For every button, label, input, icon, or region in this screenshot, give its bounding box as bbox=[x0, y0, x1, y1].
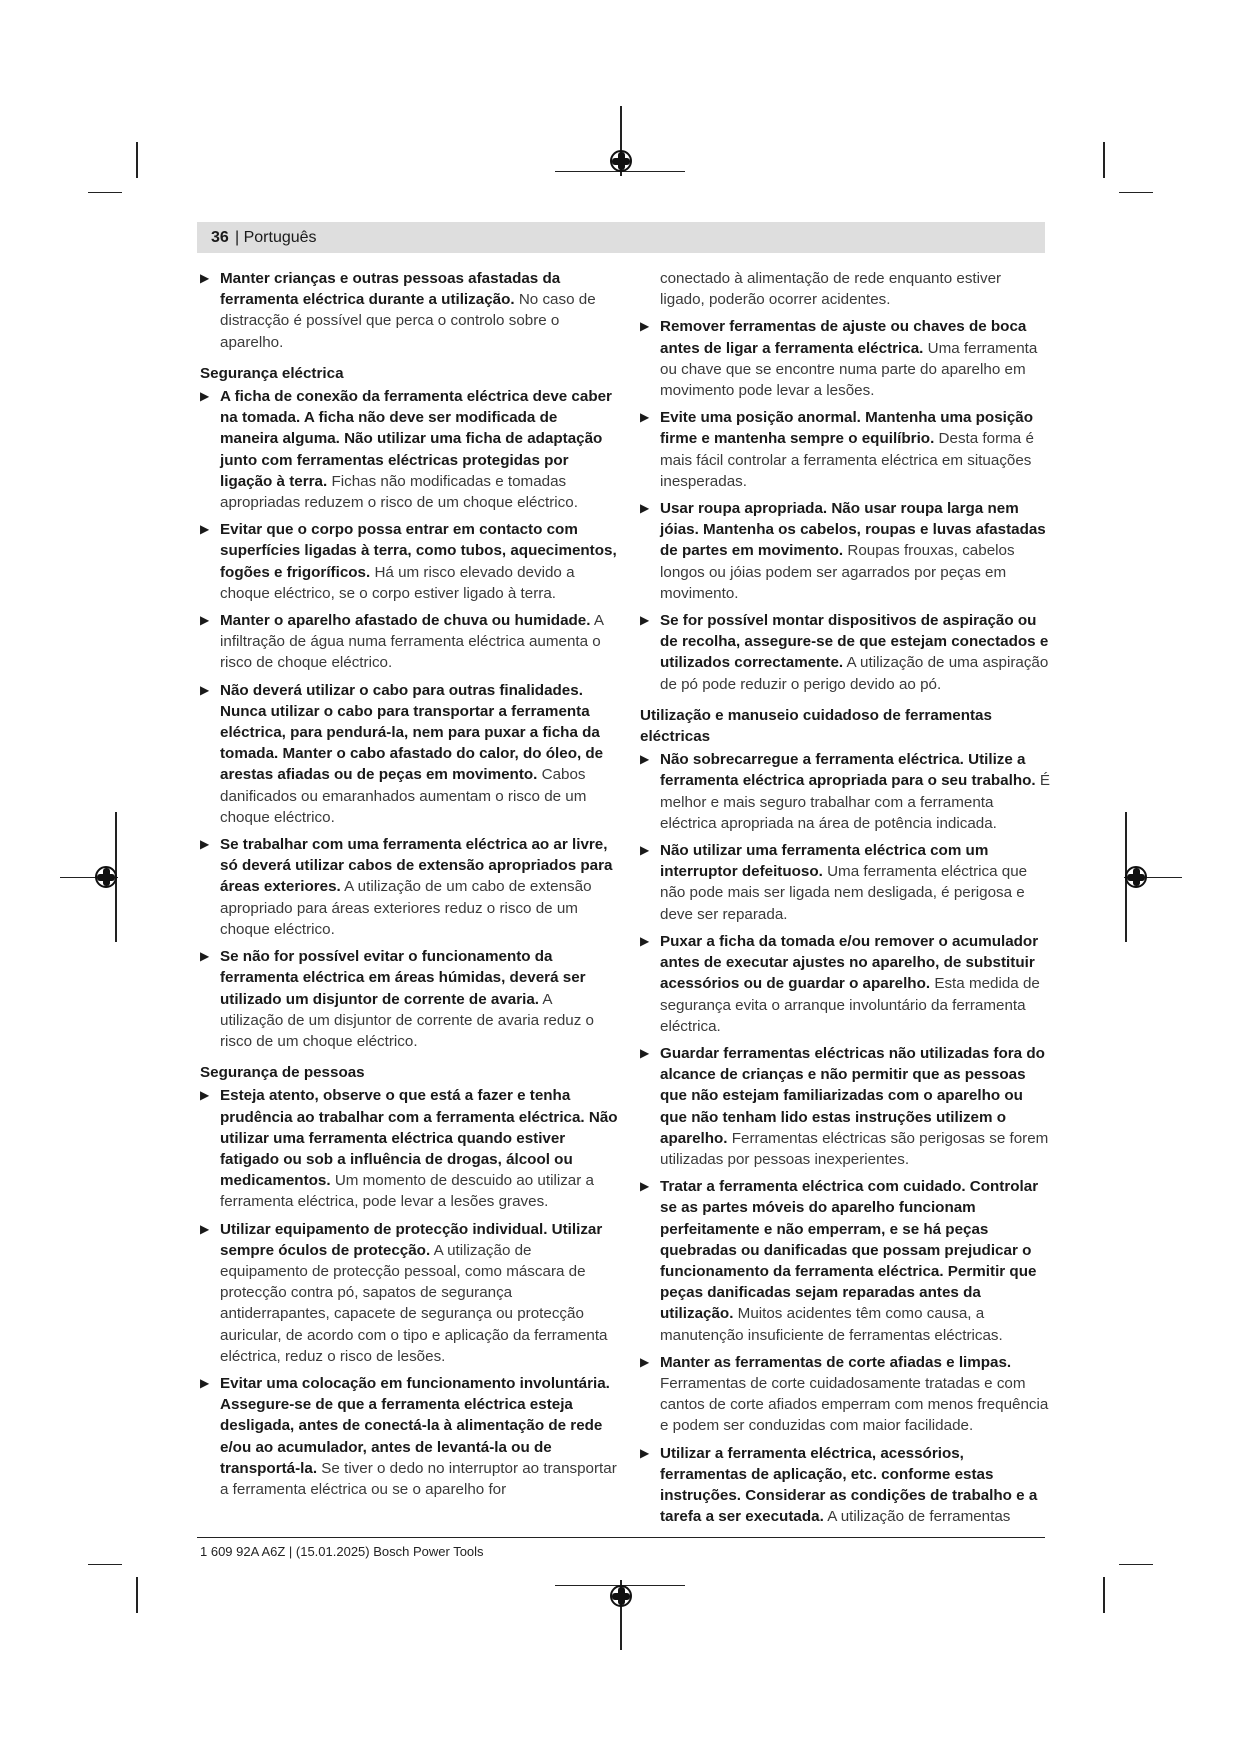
footer-divider bbox=[197, 1537, 1045, 1538]
page-number: 36 bbox=[211, 229, 229, 246]
list-item: ▶ Não deverá utilizar o cabo para outras finalidades. Nunca utilizar o cabo para transportar a ferramenta eléctrica, para pendurá-la, nem para puxar a ficha da tomada. Manter o cabo afastado do calor, do óleo, de arestas afiadas ou de peças em movimento. Cabos danificados ou emaranhados aumentam o risco de um choque eléctrico. bbox=[200, 681, 604, 826]
section-heading: Utilização e manuseio cuidadoso de ferramentas eléctricas bbox=[640, 706, 992, 746]
list-item: ▶ Se for possível montar dispositivos de aspiração ou de recolha, assegure-se de que estejam conectados e utilizados correctamente. A utilização de uma aspiração de pó pode reduzir o perigo devido ao pó. bbox=[640, 612, 1049, 693]
right-column bbox=[640, 268, 1050, 1533]
crop-mark bbox=[136, 142, 138, 178]
list-item: ▶ Evitar uma colocação em funcionamento involuntária. Assegure-se de que a ferramenta eléctrica esteja desligada, antes de conectá-la à alimentação de rede e/ou ao acumulador, antes de levantá-la ou de transportá-la. Se tiver o dedo no interruptor ao transportar a ferramenta eléctrica ou se o aparelho for bbox=[200, 1374, 617, 1498]
crop-mark bbox=[136, 1577, 138, 1613]
bullet-arrow-icon: ▶ bbox=[640, 613, 650, 628]
bullet-arrow-icon: ▶ bbox=[640, 933, 650, 948]
list-item: ▶ Evite uma posição anormal. Mantenha uma posição firme e mantenha sempre o equilíbrio. Desta forma é mais fácil controlar a ferramenta eléctrica em situações inesperadas. bbox=[640, 409, 1034, 490]
list-item: ▶ Manter as ferramentas de corte afiadas e limpas. Ferramentas de corte cuidadosamente tratadas e com cantos de corte afiados emperram com menos frequência e podem ser conduzidas com maior facilidade. bbox=[640, 1353, 1049, 1435]
crop-mark bbox=[1119, 1564, 1153, 1565]
list-item: ▶ Utilizar equipamento de protecção individual. Utilizar sempre óculos de protecção. A utilização de equipamento de protecção pessoal, como máscara de protecção contra pó, sapatos de segurança antiderrapantes, capacete de segurança ou protecção auricular, de acordo com o tipo e aplicação da ferramenta eléctrica, reduz o risco de lesões. bbox=[200, 1220, 608, 1365]
list-item: ▶ Utilizar a ferramenta eléctrica, acessórios, ferramentas de aplicação, etc. conforme estas instruções. Considerar as condições de trabalho e a tarefa a ser executada. A utilização de ferramentas bbox=[640, 1444, 1038, 1526]
crop-mark bbox=[88, 1564, 122, 1565]
registration-mark-icon bbox=[95, 866, 117, 888]
list-item: ▶ Remover ferramentas de ajuste ou chaves de boca antes de ligar a ferramenta eléctrica. Uma ferramenta ou chave que se encontre numa parte do aparelho em movimento pode levar a lesões. bbox=[640, 318, 1038, 400]
bullet-arrow-icon: ▶ bbox=[640, 1045, 650, 1060]
crop-mark bbox=[1103, 1577, 1105, 1613]
bullet-arrow-icon: ▶ bbox=[200, 522, 210, 537]
bullet-arrow-icon: ▶ bbox=[640, 319, 650, 334]
list-item: ▶ Não sobrecarregue a ferramenta eléctrica. Utilize a ferramenta eléctrica apropriada para o seu trabalho. É melhor e mais seguro trabalhar com a ferramenta eléctrica apropriada na área de potência indicada. bbox=[640, 751, 1050, 832]
list-item: ▶ Manter o aparelho afastado de chuva ou humidade. A infiltração de água numa ferramenta eléctrica aumenta o risco de choque eléctrico. bbox=[200, 612, 604, 672]
left-column bbox=[200, 268, 618, 1506]
bullet-arrow-icon: ▶ bbox=[640, 1179, 650, 1194]
bullet-arrow-icon: ▶ bbox=[200, 1375, 210, 1390]
language-label: Português bbox=[243, 229, 317, 246]
list-item: ▶ Tratar a ferramenta eléctrica com cuidado. Controlar se as partes móveis do aparelho funcionam perfeitamente e não emperram, e se há peças quebradas ou danificadas que possam prejudicar o funcionamento da ferramenta eléctrica. Permitir que peças danificadas sejam reparadas antes da utilização. Muitos acidentes têm como causa, a manutenção insuficiente de ferramentas eléctricas. bbox=[640, 1178, 1039, 1344]
list-item: ▶ Manter crianças e outras pessoas afastadas da ferramenta eléctrica durante a utilização. No caso de distracção é possível que perca o controlo sobre o aparelho. bbox=[200, 270, 596, 351]
list-item: ▶ A ficha de conexão da ferramenta eléctrica deve caber na tomada. A ficha não deve ser modificada de maneira alguma. Não utilizar uma ficha de adaptação junto com ferramentas eléctricas protegidas por ligação à terra. Fichas não modificadas e tomadas apropriadas reduzem o risco de um choque eléctrico. bbox=[200, 388, 612, 512]
list-item: ▶ Não utilizar uma ferramenta eléctrica com um interruptor defeituoso. Uma ferramenta eléctrica que não pode mais ser ligada nem desligada, é perigosa e deve ser reparada. bbox=[640, 842, 1028, 923]
bullet-arrow-icon: ▶ bbox=[200, 1221, 210, 1236]
continued-text: conectado à alimentação de rede enquanto estiver ligado, poderão ocorrer acidentes. bbox=[660, 270, 1002, 309]
bullet-arrow-icon: ▶ bbox=[640, 752, 650, 767]
list-item: ▶ Evitar que o corpo possa entrar em contacto com superfícies ligadas à terra, como tubos, aquecimentos, fogões e frigoríficos. Há um risco elevado devido a choque eléctrico, se o corpo estiver ligado à terra. bbox=[200, 521, 617, 602]
bullet-arrow-icon: ▶ bbox=[640, 843, 650, 858]
bullet-arrow-icon: ▶ bbox=[200, 837, 210, 852]
list-item: ▶ Se trabalhar com uma ferramenta eléctrica ao ar livre, só deverá utilizar cabos de extensão apropriados para áreas exteriores. A utilização de um cabo de extensão apropriado para áreas exteriores reduz o risco de um choque eléctrico. bbox=[200, 836, 613, 938]
bullet-arrow-icon: ▶ bbox=[640, 1445, 650, 1460]
list-item: ▶ Puxar a ficha da tomada e/ou remover o acumulador antes de executar ajustes no aparelho, de substituir acessórios ou de guardar o aparelho. Esta medida de segurança evita o arranque involuntário da ferramenta eléctrica. bbox=[640, 932, 1040, 1035]
bullet-arrow-icon: ▶ bbox=[640, 1354, 650, 1369]
registration-mark-icon bbox=[1125, 866, 1147, 888]
header-language bbox=[235, 229, 317, 247]
list-item: ▶ Se não for possível evitar o funcionamento da ferramenta eléctrica em áreas húmidas, deverá ser utilizado um disjuntor de corrente de avaria. A utilização de um disjuntor de corrente de avaria reduz o risco de um choque eléctrico. bbox=[200, 948, 594, 1050]
bullet-arrow-icon: ▶ bbox=[200, 389, 210, 404]
list-item: ▶ Usar roupa apropriada. Não usar roupa larga nem jóias. Mantenha os cabelos, roupas e luvas afastadas de partes em movimento. Roupas frouxas, cabelos longos ou jóias podem ser agarrados por peças em movimento. bbox=[640, 500, 1046, 602]
registration-mark-icon bbox=[610, 150, 632, 172]
bullet-arrow-icon: ▶ bbox=[640, 501, 650, 516]
list-item: ▶ Esteja atento, observe o que está a fazer e tenha prudência ao trabalhar com a ferramenta eléctrica. Não utilizar uma ferramenta eléctrica quando estiver fatigado ou sob a influência de drogas, álcool ou medicamentos. Um momento de descuido ao utilizar a ferramenta eléctrica, pode levar a lesões graves. bbox=[200, 1087, 618, 1211]
page-header bbox=[197, 222, 1045, 253]
bullet-arrow-icon: ▶ bbox=[200, 271, 210, 285]
section-heading: Segurança de pessoas bbox=[200, 1064, 365, 1082]
bullet-arrow-icon: ▶ bbox=[200, 682, 210, 697]
crop-mark bbox=[88, 192, 122, 193]
registration-mark-icon bbox=[610, 1585, 632, 1607]
bullet-arrow-icon: ▶ bbox=[640, 410, 650, 425]
crop-mark bbox=[1103, 142, 1105, 178]
page-footer: 1 609 92A A6Z | (15.01.2025) Bosch Power Tools bbox=[200, 1544, 484, 1559]
crop-mark bbox=[1119, 192, 1153, 193]
bullet-arrow-icon: ▶ bbox=[200, 1088, 210, 1103]
header-separator: | bbox=[235, 229, 240, 246]
list-item: ▶ Guardar ferramentas eléctricas não utilizadas fora do alcance de crianças e não permitir que as pessoas que não estejam familiarizadas com o aparelho ou que não tenham lido estas instruções utilizem o aparelho. Ferramentas eléctricas são perigosas se forem utilizadas por pessoas inexperientes. bbox=[640, 1044, 1049, 1168]
bullet-arrow-icon: ▶ bbox=[200, 613, 210, 628]
bullet-arrow-icon: ▶ bbox=[200, 949, 210, 964]
section-heading: Segurança eléctrica bbox=[200, 364, 344, 382]
